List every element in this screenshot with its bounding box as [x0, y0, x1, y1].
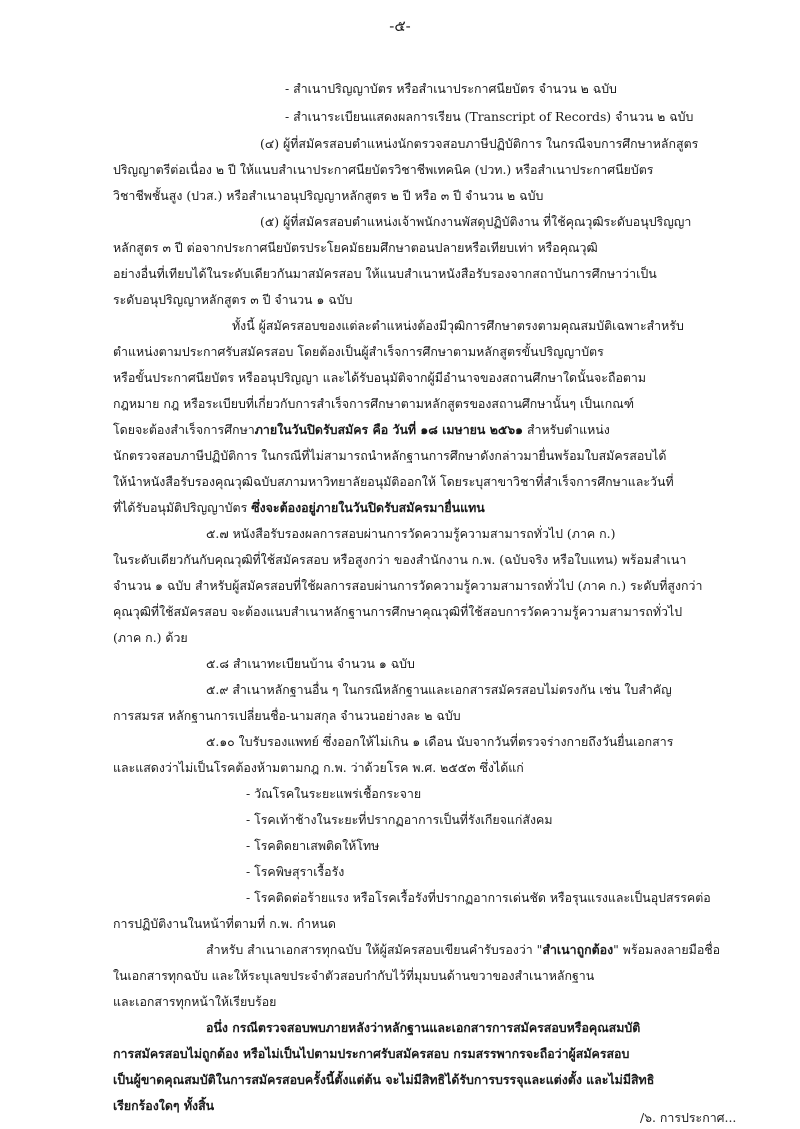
disease-list-item: - โรคติดต่อร้ายแรง หรือโรคเรื้อรังที่ปรากฏอาการเด่นชัด หรือรุนแรงและเป็นอุปสรรคต่อ	[246, 890, 711, 905]
disease-list-item: - โรคพิษสุราเรื้อรัง	[246, 864, 345, 879]
doc-line: ๕.๘ สำเนาทะเบียนบ้าน จำนวน ๑ ฉบับ	[206, 656, 415, 671]
doc-text: สำหรับ สำเนาเอกสารทุกฉบับ ให้ผู้สมัครสอบเขียนคำรับรองว่า "	[206, 942, 543, 957]
doc-line: คุณวุฒิที่ใช้สมัครสอบ จะต้องแนบสำเนาหลักฐานการศึกษาคุณวุฒิที่ใช้สอบการวัดความรู้ความสามารถทั่วไป	[113, 604, 683, 619]
doc-line: (ภาค ก.) ด้วย	[113, 630, 188, 645]
doc-line: ให้นำหนังสือรับรองคุณวุฒิฉบับสภามหาวิทยาลัยอนุมัติออกให้ โดยระบุสาขาวิชาที่สำเร็จการศึกษาและวันที่	[113, 474, 674, 489]
doc-line: จำนวน ๑ ฉบับ สำหรับผู้สมัครสอบที่ใช้ผลการสอบผ่านการวัดความรู้ความสามารถทั่วไป (ภาค ก.) ระดับที่สูงกว่า	[113, 578, 703, 593]
warning-line: เรียกร้องใดๆ ทั้งสิ้น	[113, 1098, 215, 1113]
doc-line: กฎหมาย กฎ หรือระเบียบที่เกี่ยวกับการสำเร็จการศึกษาตามหลักสูตรของสถานศึกษานั้นๆ เป็นเกณฑ์	[113, 396, 635, 411]
closing-date-emphasis: ภายในวันปิดรับสมัคร คือ วันที่ ๑๘ เมษายน ๒๕๖๑	[254, 422, 523, 437]
doc-line: ๕.๗ หนังสือรับรองผลการสอบผ่านการวัดความรู้ความสามารถทั่วไป (ภาค ก.)	[206, 526, 616, 541]
disease-list-item: - วัณโรคในระยะแพร่เชื้อกระจาย	[246, 786, 422, 801]
warning-line: อนึ่ง กรณีตรวจสอบพบภายหลังว่าหลักฐานและเอกสารการสมัครสอบหรือคุณสมบัติ	[206, 1020, 641, 1035]
doc-line: ๕.๙ สำเนาหลักฐานอื่น ๆ ในกรณีหลักฐานและเอกสารสมัครสอบไม่ตรงกัน เช่น ใบสำคัญ	[206, 682, 672, 697]
doc-line: (๔) ผู้ที่สมัครสอบตำแหน่งนักตรวจสอบภาษีปฏิบัติการ ในกรณีจบการศึกษาหลักสูตร	[260, 136, 699, 151]
doc-line: หรือขั้นประกาศนียบัตร หรืออนุปริญญา และได้รับอนุมัติจากผู้มีอำนาจของสถานศึกษาใดนั้นจะถือตาม	[113, 370, 647, 385]
doc-line: อย่างอื่นที่เทียบได้ในระดับเดียวกันมาสมัครสอบ ให้แนบสำเนาหนังสือรับรองจากสถาบันการศึกษาว่าเป็น	[113, 266, 657, 281]
doc-line: ในระดับเดียวกันกับคุณวุฒิที่ใช้สมัครสอบ หรือสูงกว่า ของสำนักงาน ก.พ. (ฉบับจริง หรือใบแทน) พร้อมสำเนา	[113, 552, 687, 567]
deadline-emphasis: ซึ่งจะต้องอยู่ภายในวันปิดรับสมัครมายื่นแทน	[251, 500, 485, 515]
warning-line: เป็นผู้ขาดคุณสมบัติในการสมัครสอบครั้งนี้ตั้งแต่ต้น จะไม่มีสิทธิได้รับการบรรจุและแต่งตั้ง และไม่มีสิทธิ	[113, 1072, 655, 1087]
doc-line: นักตรวจสอบภาษีปฏิบัติการ ในกรณีที่ไม่สามารถนำหลักฐานการศึกษาดังกล่าวมายื่นพร้อมใบสมัครสอบได้	[113, 448, 667, 463]
doc-line: - สำเนาระเบียนแสดงผลการเรียน (Transcript of Records) จำนวน ๒ ฉบับ	[285, 109, 694, 124]
doc-text: โดยจะต้องสำเร็จการศึกษา	[113, 422, 255, 437]
doc-line: การสมรส หลักฐานการเปลี่ยนชื่อ-นามสกุล จำนวนอย่างละ ๒ ฉบับ	[113, 708, 461, 723]
page-number: -๕-	[389, 17, 411, 35]
doc-line: (๕) ผู้ที่สมัครสอบตำแหน่งเจ้าพนักงานพัสดุปฏิบัติงาน ที่ใช้คุณวุฒิระดับอนุปริญญา	[260, 214, 692, 229]
disease-list-item: - โรคเท้าช้างในระยะที่ปรากฏอาการเป็นที่รังเกียจแก่สังคม	[246, 812, 553, 827]
doc-text: " พร้อมลงลายมือชื่อ	[613, 942, 721, 957]
continuation-marker: /๖. การประกาศ...	[640, 1110, 737, 1125]
doc-line: ระดับอนุปริญญาหลักสูตร ๓ ปี จำนวน ๑ ฉบับ	[113, 292, 353, 307]
doc-line	[113, 421, 610, 438]
doc-text: สำหรับตำแหน่ง	[523, 422, 610, 437]
doc-line: - สำเนาปริญญาบัตร หรือสำเนาประกาศนียบัตร จำนวน ๒ ฉบับ	[285, 81, 617, 96]
doc-line: ๕.๑๐ ใบรับรองแพทย์ ซึ่งออกให้ไม่เกิน ๑ เดือน นับจากวันที่ตรวจร่างกายถึงวันยื่นเอกสาร	[206, 734, 674, 749]
doc-text: ที่ได้รับอนุมัติปริญญาบัตร	[113, 500, 252, 515]
disease-list-item: - โรคติดยาเสพติดให้โทษ	[246, 838, 380, 853]
doc-line	[113, 499, 485, 516]
certified-copy-emphasis: สำเนาถูกต้อง	[542, 942, 614, 957]
doc-line	[206, 941, 720, 958]
doc-line: ตำแหน่งตามประกาศรับสมัครสอบ โดยต้องเป็นผู้สำเร็จการศึกษาตามหลักสูตรขั้นปริญญาบัตร	[113, 344, 604, 359]
warning-line: การสมัครสอบไม่ถูกต้อง หรือไม่เป็นไปตามประกาศรับสมัครสอบ กรมสรรพากรจะถือว่าผู้สมัครสอบ	[113, 1046, 630, 1061]
doc-line: ทั้งนี้ ผู้สมัครสอบของแต่ละตำแหน่งต้องมีวุฒิการศึกษาตรงตามคุณสมบัติเฉพาะสำหรับ	[232, 318, 684, 333]
doc-line: วิชาชีพชั้นสูง (ปวส.) หรือสำเนาอนุปริญญาหลักสูตร ๒ ปี หรือ ๓ ปี จำนวน ๒ ฉบับ	[113, 188, 544, 203]
doc-line: และแสดงว่าไม่เป็นโรคต้องห้ามตามกฎ ก.พ. ว่าด้วยโรค พ.ศ. ๒๕๕๓ ซึ่งได้แก่	[113, 760, 524, 775]
doc-line: ในเอกสารทุกฉบับ และให้ระบุเลขประจำตัวสอบกำกับไว้ที่มุมบนด้านขวาของสำเนาหลักฐาน	[113, 968, 595, 983]
doc-line: และเอกสารทุกหน้าให้เรียบร้อย	[113, 994, 277, 1009]
doc-line: หลักสูตร ๓ ปี ต่อจากประกาศนียบัตรประโยคมัธยมศึกษาตอนปลายหรือเทียบเท่า หรือคุณวุฒิ	[113, 240, 598, 255]
doc-line: ปริญญาตรีต่อเนื่อง ๒ ปี ให้แนบสำเนาประกาศนียบัตรวิชาชีพเทคนิค (ปวท.) หรือสำเนาประกาศนียบัตร	[113, 162, 654, 177]
doc-line: การปฏิบัติงานในหน้าที่ตามที่ ก.พ. กำหนด	[113, 916, 336, 931]
